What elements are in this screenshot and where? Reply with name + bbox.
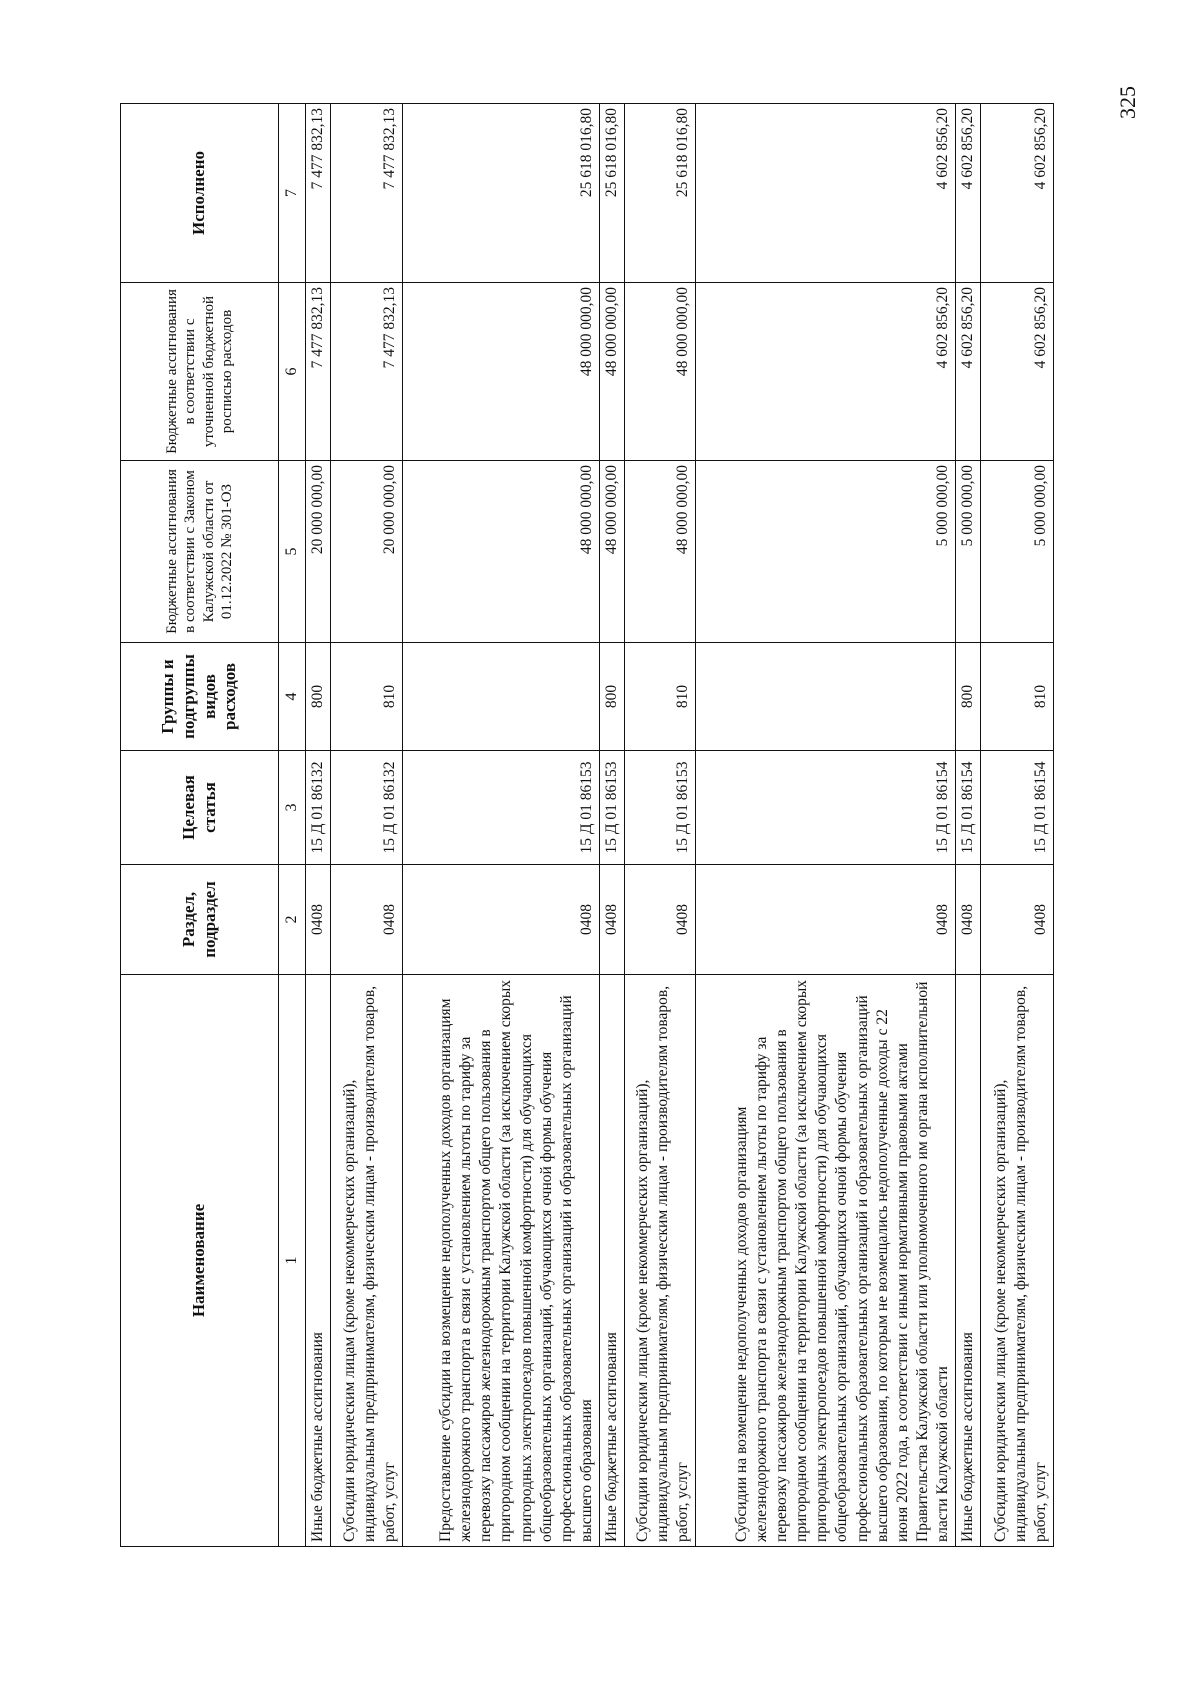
table-row — [981, 104, 1054, 1547]
row-group: 810 — [625, 643, 696, 751]
row-refined-amount: 48 000 000,00 — [600, 283, 625, 461]
row-article: 15 Д 01 86153 — [600, 751, 625, 865]
row-section: 0408 — [600, 865, 625, 975]
row-name: Иные бюджетные ассигнования — [306, 975, 331, 1547]
row-executed-amount: 7 477 832,13 — [331, 104, 403, 283]
row-group: 800 — [956, 643, 981, 751]
row-group: 810 — [981, 643, 1054, 751]
row-executed-amount: 4 602 856,20 — [956, 104, 981, 283]
header-law-allocations: Бюджетные ассигнования в соответствии с Законом Калужской области от 01.12.2022 № 301-ОЗ — [121, 461, 279, 643]
row-section: 0408 — [956, 865, 981, 975]
row-refined-amount: 48 000 000,00 — [403, 283, 600, 461]
column-number: 2 — [279, 865, 306, 975]
row-article: 15 Д 01 86154 — [981, 751, 1054, 865]
table-row — [306, 104, 331, 1547]
row-executed-amount: 4 602 856,20 — [981, 104, 1054, 283]
row-refined-amount: 7 477 832,13 — [331, 283, 403, 461]
budget-table — [120, 103, 1054, 1547]
row-section: 0408 — [696, 865, 956, 975]
row-refined-amount: 48 000 000,00 — [625, 283, 696, 461]
header-article: Целевая статья — [121, 751, 279, 865]
row-group: 800 — [600, 643, 625, 751]
row-refined-amount: 7 477 832,13 — [306, 283, 331, 461]
row-executed-amount: 25 618 016,80 — [403, 104, 600, 283]
table-row — [600, 104, 625, 1547]
page-number: 325 — [1115, 86, 1140, 119]
row-section: 0408 — [306, 865, 331, 975]
row-name: Иные бюджетные ассигнования — [956, 975, 981, 1547]
row-law-amount: 5 000 000,00 — [956, 461, 981, 643]
column-number: 7 — [279, 104, 306, 283]
row-law-amount: 48 000 000,00 — [600, 461, 625, 643]
row-group — [403, 643, 600, 751]
table-row — [956, 104, 981, 1547]
column-number: 5 — [279, 461, 306, 643]
row-law-amount: 48 000 000,00 — [625, 461, 696, 643]
row-article: 15 Д 01 86132 — [331, 751, 403, 865]
header-executed: Исполнено — [121, 104, 279, 283]
row-executed-amount: 4 602 856,20 — [696, 104, 956, 283]
row-refined-amount: 4 602 856,20 — [956, 283, 981, 461]
row-section: 0408 — [403, 865, 600, 975]
column-number: 1 — [279, 975, 306, 1547]
table-row — [625, 104, 696, 1547]
row-executed-amount: 25 618 016,80 — [600, 104, 625, 283]
column-number: 3 — [279, 751, 306, 865]
column-number: 6 — [279, 283, 306, 461]
header-refined-allocations: Бюджетные ассигнования в соответствии с уточненной бюджетной росписью расходов — [121, 283, 279, 461]
row-group: 800 — [306, 643, 331, 751]
row-group: 810 — [331, 643, 403, 751]
header-section: Раздел, подраздел — [121, 865, 279, 975]
row-name: Субсидии юридическим лицам (кроме некоммерческих организаций), индивидуальным предпринимателям, физическим лицам - производителям товаров, работ, услуг — [981, 975, 1054, 1547]
row-section: 0408 — [625, 865, 696, 975]
row-refined-amount: 4 602 856,20 — [981, 283, 1054, 461]
row-executed-amount: 25 618 016,80 — [625, 104, 696, 283]
row-law-amount: 20 000 000,00 — [306, 461, 331, 643]
row-section: 0408 — [331, 865, 403, 975]
table-row — [696, 104, 956, 1547]
row-name: Иные бюджетные ассигнования — [600, 975, 625, 1547]
header-groups: Группы и подгруппы видов расходов — [121, 643, 279, 751]
row-article: 15 Д 01 86154 — [696, 751, 956, 865]
row-article: 15 Д 01 86153 — [625, 751, 696, 865]
row-name: Субсидии юридическим лицам (кроме некоммерческих организаций), индивидуальным предпринимателям, физическим лицам - производителям товаров, работ, услуг — [625, 975, 696, 1547]
row-law-amount: 48 000 000,00 — [403, 461, 600, 643]
header-name: Наименование — [121, 975, 279, 1547]
table-row — [331, 104, 403, 1547]
column-number-row — [279, 104, 306, 1547]
row-name: Субсидии на возмещение недополученных доходов организациям железнодорожного транспорта в связи с установлением льготы по тарифу за перевозку пассажиров железнодорожным транспортом общего пользования в пригородном сообщении на территории Калужской области (за исключением скорых пригородных электропоездов повышенной комфортности) для обучающихся общеобразовательных организаций, обучающихся очной формы обучения профессиональных образовательных организаций и образовательных организаций высшего образования, по которым не возмещались недополученные доходы с 22 июня 2022 года, в соответствии с иными нормативными правовыми актами Правительства Калужской области или уполномоченного им органа исполнительной власти Калужской области — [696, 975, 956, 1547]
row-article: 15 Д 01 86132 — [306, 751, 331, 865]
row-law-amount: 20 000 000,00 — [331, 461, 403, 643]
row-refined-amount: 4 602 856,20 — [696, 283, 956, 461]
row-group — [696, 643, 956, 751]
column-number: 4 — [279, 643, 306, 751]
row-name: Субсидии юридическим лицам (кроме некоммерческих организаций), индивидуальным предпринимателям, физическим лицам - производителям товаров, работ, услуг — [331, 975, 403, 1547]
table-row — [403, 104, 600, 1547]
row-section: 0408 — [981, 865, 1054, 975]
header-row — [121, 104, 279, 1547]
row-name: Предоставление субсидии на возмещение недополученных доходов организациям железнодорожного транспорта в связи с установлением льготы по тарифу за перевозку пассажиров железнодорожным транспортом общего пользования в пригородном сообщении на территории Калужской области (за исключением скорых пригородных электропоездов повышенной комфортности) для обучающихся общеобразовательных организаций, обучающихся очной формы обучения профессиональных образовательных организаций и образовательных организаций высшего образования — [403, 975, 600, 1547]
row-law-amount: 5 000 000,00 — [696, 461, 956, 643]
row-article: 15 Д 01 86154 — [956, 751, 981, 865]
row-article: 15 Д 01 86153 — [403, 751, 600, 865]
row-law-amount: 5 000 000,00 — [981, 461, 1054, 643]
row-executed-amount: 7 477 832,13 — [306, 104, 331, 283]
